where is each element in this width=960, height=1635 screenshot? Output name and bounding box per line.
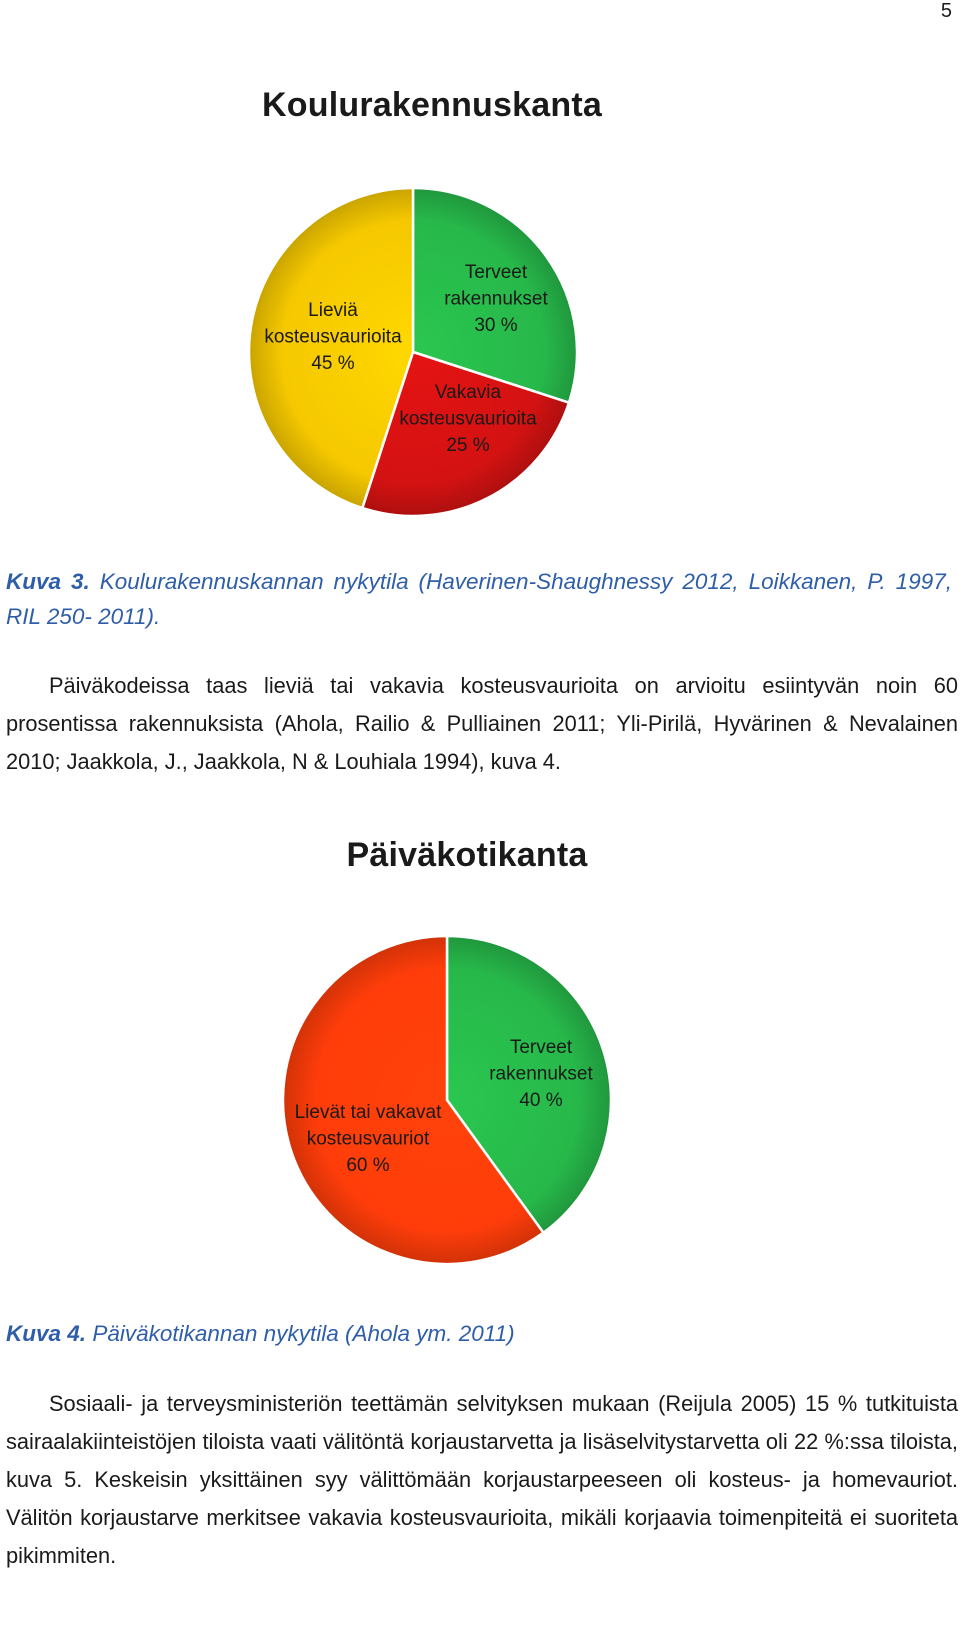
body-paragraph-1: Päiväkodeissa taas lieviä tai vakavia kosteusvaurioita on arvioitu esiintyvän noin 60 prosentissa rakennuksista (Ahola, Railio & Pulliainen 2011; Yli-Pirilä, Hyvärinen & Nevalainen 2010; Jaakkola, J., Jaakkola, N & Louhiala 1994), kuva 4. [6, 673, 958, 774]
pie-chart-koulurakennuskanta [0, 170, 960, 530]
body-paragraph-2: Sosiaali- ja terveysministeriön teettämän selvityksen mukaan (Reijula 2005) 15 % tutkituista sairaalakiinteistöjen tiloista vaati välitöntä korjaustarvetta ja lisäselvitystarvetta oli 22 %:ssa tiloista, kuva 5. Keskeisin yksittäinen syy välittömään korjaustarpeeseen oli kosteus- ja homevauriot. Välitön korjaustarve merkitsee vakavia kosteusvaurioita, mikäli korjaavia toimenpiteitä ei suoriteta pikimmiten. [6, 1391, 958, 1568]
slice-label-line: Terveet [509, 1037, 573, 1058]
slice-label-line: 30 % [474, 315, 518, 336]
figure-3-caption [6, 564, 952, 634]
slice-label-line: Vakavia [434, 382, 502, 403]
figure-4-caption-text: Päiväkotikannan nykytila (Ahola ym. 2011) [92, 1321, 515, 1346]
chart-title-koulurakennuskanta: Koulurakennuskanta [262, 86, 602, 124]
figure-3-caption-text: Koulurakennuskannan nykytila (Haverinen-Shaughnessy 2012, Loikkanen, P. 1997, RIL 250- 2011). [6, 569, 952, 629]
slice-label-line: rakennukset [489, 1063, 593, 1085]
slice-label-line: Terveet [464, 262, 528, 283]
slice-label-line: kosteusvaurioita [264, 326, 402, 348]
slice-label-line: Lievät tai vakavat [294, 1102, 442, 1123]
pie-chart-paivakotikanta [0, 920, 960, 1280]
page-number: 5 [940, 0, 952, 22]
slice-label-line: 45 % [311, 353, 355, 374]
slice-label-line: kosteusvauriot [306, 1128, 430, 1150]
slice-label-line: kosteusvaurioita [399, 408, 537, 430]
figure-4-caption [6, 1316, 952, 1351]
chart-title-paivakotikanta: Päiväkotikanta [346, 836, 588, 874]
figure-4-caption-label: Kuva 4. [6, 1321, 87, 1346]
slice-label-line: rakennukset [444, 288, 548, 310]
figure-3-caption-label: Kuva 3. [6, 569, 90, 594]
slice-label-line: 25 % [446, 435, 490, 456]
slice-label-line: 60 % [346, 1155, 390, 1176]
slice-label-line: 40 % [519, 1090, 563, 1111]
slice-label-line: Lieviä [308, 300, 358, 321]
